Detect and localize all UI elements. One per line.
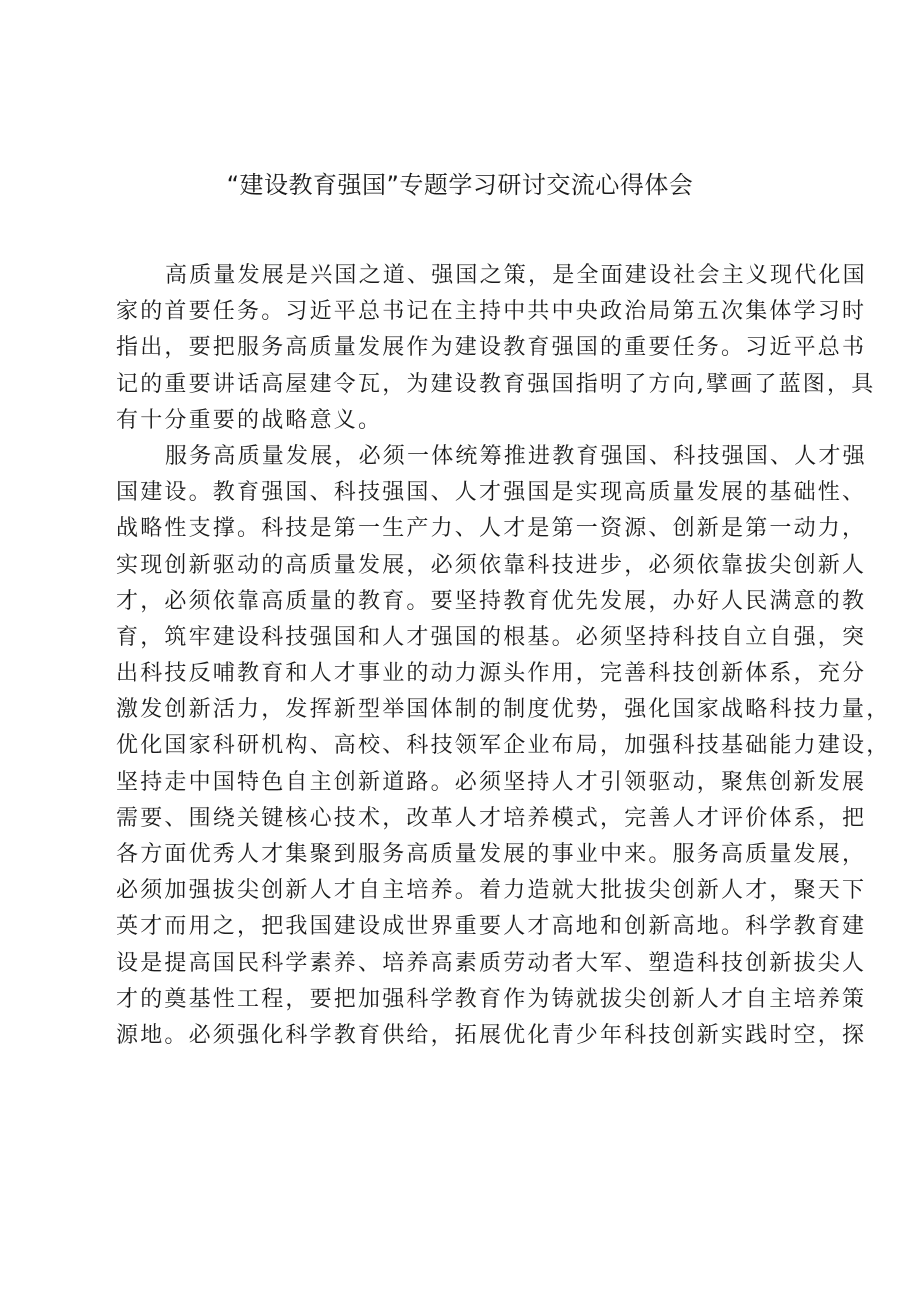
paragraph-line: 优化国家科研机构、高校、科技领军企业布局，加强科技基础能力建设， — [116, 733, 891, 759]
paragraph-line: 有十分重要的战略意义。 — [116, 407, 383, 433]
paragraph-2 — [116, 439, 891, 1054]
paragraph-line: 国建设。教育强国、科技强国、人才强国是实现高质量发展的基础性、 — [116, 480, 867, 506]
paragraph-line: 家的首要任务。习近平总书记在主持中共中央政治局第五次集体学习时 — [116, 299, 867, 325]
paragraph-line: 高质量发展是兴国之道、强国之策，是全面建设社会主义现代化国 — [165, 263, 867, 288]
paragraph-line: 需要、围绕关键核心技术，改革人才培养模式，完善人才评价体系，把 — [116, 805, 867, 831]
paragraph-line: 各方面优秀人才集聚到服务高质量发展的事业中来。服务高质量发展， — [116, 842, 867, 867]
paragraph-line: 才，必须依靠高质量的教育。要坚持教育优先发展，办好人民满意的教 — [116, 588, 867, 614]
paragraph-line: 指出，要把服务高质量发展作为建设教育强国的重要任务。习近平总书 — [116, 335, 867, 361]
paragraph-line: 英才而用之，把我国建设成世界重要人才高地和创新高地。科学教育建 — [116, 914, 867, 940]
paragraph-line: 激发创新活力，发挥新型举国体制的制度优势，强化国家战略科技力量， — [116, 697, 891, 723]
paragraph-line: 记的重要讲话高屋建令瓦，为建设教育强国指明了方向,擘画了蓝图，具 — [116, 371, 876, 397]
paragraph-line: 战略性支撑。科技是第一生产力、人才是第一资源、创新是第一动力， — [116, 516, 867, 542]
paragraph-line: 服务高质量发展，必须一体统筹推进教育强国、科技强国、人才强 — [165, 443, 867, 469]
document-body — [116, 258, 891, 1054]
paragraph-line: 坚持走中国特色自主创新道路。必须坚持人才引领驱动，聚焦创新发展 — [116, 769, 867, 795]
paragraph-line: 实现创新驱动的高质量发展，必须依靠科技进步，必须依靠拔尖创新人 — [116, 552, 867, 578]
paragraph-1 — [116, 258, 876, 439]
document-title: “建设教育强国”专题学习研讨交流心得体会 — [226, 171, 694, 199]
paragraph-line: 才的奠基性工程，要把加强科学教育作为铸就拔尖创新人才自主培养策 — [116, 986, 867, 1012]
paragraph-line: 出科技反哺教育和人才事业的动力源头作用，完善科技创新体系，充分 — [116, 661, 867, 687]
paragraph-line: 必须加强拔尖创新人才自主培养。着力造就大批拔尖创新人才，聚天下 — [116, 878, 867, 904]
paragraph-line: 育，筑牢建设科技强国和人才强国的根基。必须坚持科技自立自强，突 — [116, 624, 867, 650]
paragraph-line: 源地。必须强化科学教育供给，拓展优化青少年科技创新实践时空，探 — [116, 1022, 867, 1048]
paragraph-line: 设是提高国民科学素养、培养高素质劳动者大军、塑造科技创新拔尖人 — [116, 950, 867, 976]
